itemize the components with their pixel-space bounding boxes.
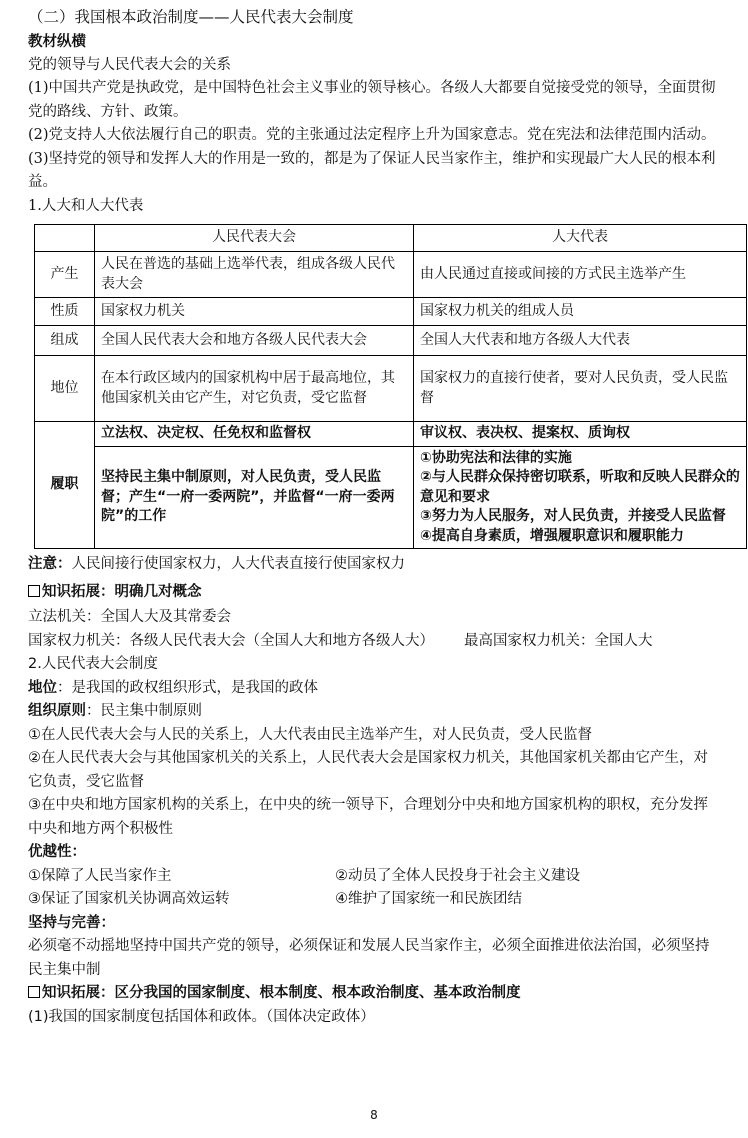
extension-2-title-line — [28, 982, 728, 1006]
checkbox-square-icon — [28, 585, 40, 597]
table-cell: 全国人民代表大会和地方各级人民代表大会 — [95, 326, 414, 356]
row-label: 组成 — [35, 326, 95, 356]
table-cell: 立法权、决定权、任免权和监督权 — [95, 422, 414, 447]
duty-item: ①协助宪法和法律的实施 — [420, 449, 572, 466]
page-number: 8 — [370, 1108, 378, 1122]
advantage-label: 优越性： — [28, 844, 86, 860]
table-cell: 国家权力的直接行使者，要对人民负责，受人民监督 — [414, 356, 747, 422]
ext1-line-2b: 最高国家权力机关：全国人大 — [464, 632, 653, 649]
status-text: ：是我国的政权组织形式，是我国的政体 — [57, 679, 318, 696]
table-row — [35, 356, 747, 422]
advantage-item: ④维护了国家统一和民族团结 — [335, 891, 522, 907]
ext2-line: (1)我国的国家制度包括国体和政体。（国体决定政体） — [28, 1008, 375, 1025]
org-point-3: ③在中央和地方国家机构的关系上，在中央的统一领导下，合理划分中央和地方国家机构的职权，充分发挥中央和地方两个积极性 — [28, 797, 708, 837]
section-heading: （二）我国根本政治制度——人民代表大会制度 — [28, 8, 354, 26]
table-cell: 在本行政区域内的国家机构中居于最高地位，其他国家机关由它产生，对它负责，受它监督 — [95, 356, 414, 422]
ext1-line-1: 立法机关：全国人大及其常委会 — [28, 609, 231, 625]
note-text: 人民间接行使国家权力，人大代表直接行使国家权力 — [71, 556, 405, 572]
persist-text: 必须毫不动摇地坚持中国共产党的领导，必须保证和发展人民当家作主，必须全面推进依法治国，必须坚持民主集中制 — [28, 938, 710, 978]
table-cell: 审议权、表决权、提案权、质询权 — [414, 422, 747, 447]
section-1-title: 1.人大和人大代表 — [28, 197, 144, 214]
extension-2-title: 知识拓展：区分我国的国家制度、根本制度、根本政治制度、基本政治制度 — [42, 985, 521, 1001]
duty-item: ④提高自身素质，增强履职意识和履职能力 — [420, 527, 684, 544]
status-line — [28, 677, 728, 701]
org-point-1: ①在人民代表大会与人民的关系上，人大代表由民主选举产生，对人民负责，受人民监督 — [28, 726, 592, 743]
ext1-line-2a: 国家权力机关：各级人民代表大会（全国人大和地方各级人大） — [28, 632, 434, 649]
advantage-item: ①保障了人民当家作主 — [28, 867, 172, 884]
advantage-row-2 — [28, 888, 728, 912]
table-cell: 全国人大代表和地方各级人大代表 — [414, 326, 747, 356]
org-label: 组织原则 — [28, 703, 86, 719]
extension-1-title-line — [28, 580, 728, 604]
row-label: 地位 — [35, 356, 95, 422]
party-point-2: (2)党支持人大依法履行自己的职责。党的主张通过法定程序上升为国家意志。党在宪法和法律范围内活动。 — [28, 127, 716, 143]
table-corner-cell — [35, 225, 95, 252]
extension-1-title: 知识拓展：明确几对概念 — [42, 582, 202, 600]
party-point-1: (1)中国共产党是执政党，是中国特色社会主义事业的领导核心。各级人大都要自觉接受党的领导，全面贯彻党的路线、方针、政策。 — [28, 80, 716, 120]
note-line — [28, 552, 728, 577]
org-point-2: ②在人民代表大会与其他国家机关的关系上，人民代表大会是国家权力机关，其他国家机关都由它产生，对它负责，受它监督 — [28, 750, 708, 790]
table-row — [35, 326, 747, 356]
checkbox-square-icon — [28, 986, 40, 998]
advantage-row-1 — [28, 865, 728, 889]
table-col-header-deputy: 人大代表 — [414, 225, 747, 252]
party-relation-title: 党的领导与人民代表大会的关系 — [28, 56, 231, 73]
section-2-title: 2.人民代表大会制度 — [28, 656, 158, 672]
table-cell: 国家权力机关的组成人员 — [414, 298, 747, 326]
status-label: 地位 — [28, 679, 57, 696]
table-cell-duty-list — [414, 446, 747, 549]
comparison-table — [34, 224, 747, 549]
persist-label: 坚持与完善： — [28, 914, 115, 931]
row-label: 产生 — [35, 252, 95, 298]
org-principle-line — [28, 700, 728, 724]
note-label: 注意： — [28, 555, 72, 572]
table-cell: 人民在普选的基础上选举代表，组成各级人民代表大会 — [95, 252, 414, 298]
document-page — [28, 4, 740, 1029]
row-label: 性质 — [35, 298, 95, 326]
jiaocai-label: 教材纵横 — [28, 33, 86, 50]
row-label-duty: 履职 — [35, 422, 95, 549]
table-row — [35, 298, 747, 326]
party-point-3: (3)坚持党的领导和发挥人大的作用是一致的，都是为了保证人民当家作主，维护和实现最广大人民的根本利益。 — [28, 150, 716, 190]
table-col-header-npc: 人民代表大会 — [95, 225, 414, 252]
ext1-line-2 — [28, 630, 728, 654]
table-cell: 坚持民主集中制原则，对人民负责，受人民监督；产生“一府一委两院”，并监督“一府一委两院”的工作 — [95, 446, 414, 549]
table-row — [35, 446, 747, 549]
table-row — [35, 422, 747, 447]
table-row — [35, 252, 747, 298]
org-text: ：民主集中制原则 — [86, 703, 202, 719]
table-cell: 国家权力机关 — [95, 298, 414, 326]
duty-item: ③努力为人民服务，对人民负责，并接受人民监督 — [420, 508, 726, 524]
table-cell: 由人民通过直接或间接的方式民主选举产生 — [414, 252, 747, 298]
table-header-row — [35, 225, 747, 252]
advantage-item: ③保证了国家机关协调高效运转 — [28, 891, 230, 907]
advantage-item: ②动员了全体人民投身于社会主义建设 — [335, 867, 580, 884]
duty-item: ②与人民群众保持密切联系，听取和反映人民群众的意见和要求 — [420, 469, 740, 505]
